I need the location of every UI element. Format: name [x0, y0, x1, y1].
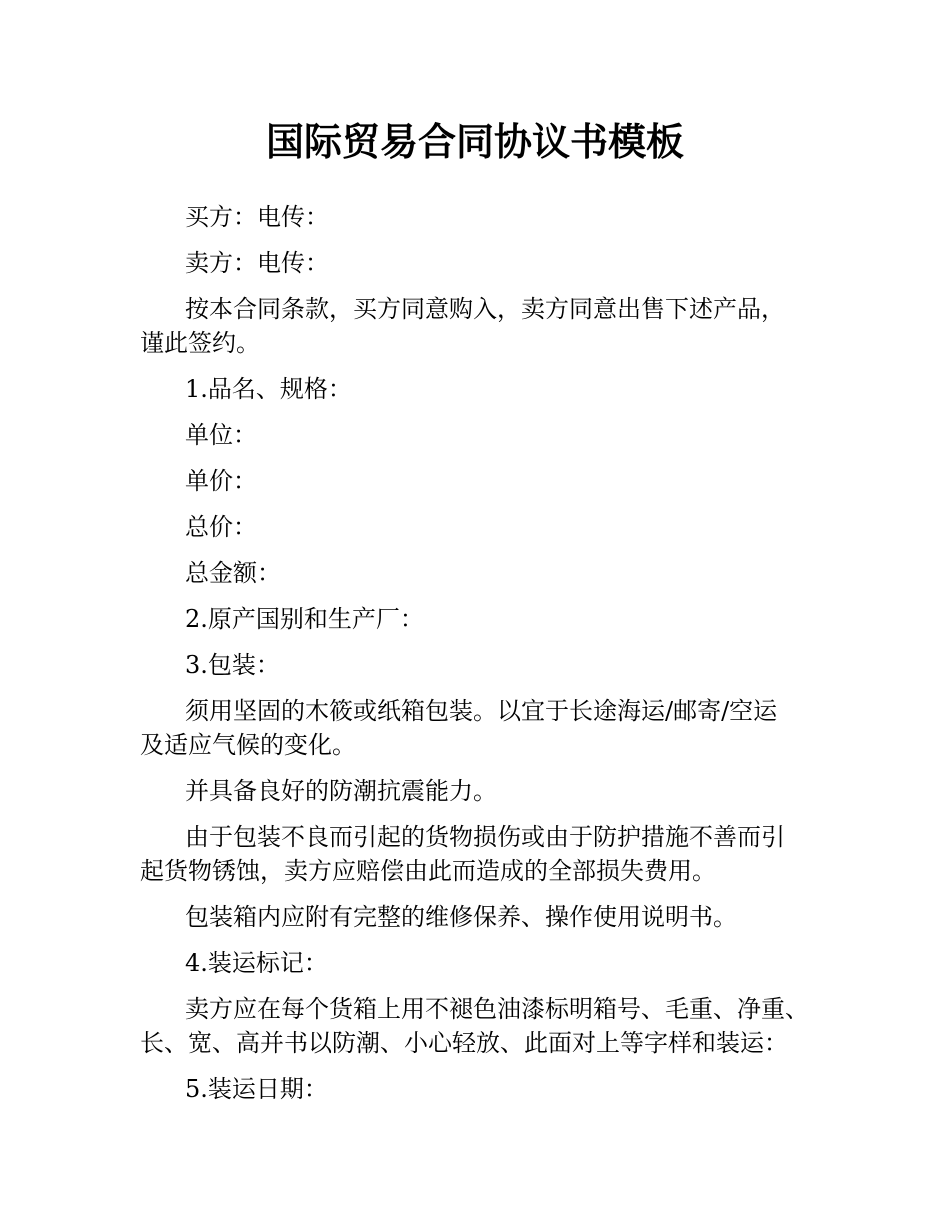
paragraph-seller: [140, 246, 820, 280]
paragraph-line: 买方：电传：: [185, 203, 329, 231]
paragraph-line: 4.装运标记：: [185, 949, 328, 977]
paragraph-buyer: [140, 200, 820, 234]
paragraph-line: 单位：: [185, 421, 257, 449]
paragraph-intro: [140, 292, 820, 360]
paragraph-line: 3.包装：: [185, 651, 280, 679]
paragraph-line: 卖方应在每个货箱上用不褪色油漆标明箱号、毛重、净重、: [185, 995, 809, 1023]
paragraph-line: 须用坚固的木筱或纸箱包装。以宜于长途海运/邮寄/空运: [185, 697, 778, 725]
paragraph-line: 卖方：电传：: [185, 249, 329, 277]
paragraph-manual: [140, 900, 820, 934]
paragraph-line: 总价：: [185, 513, 257, 541]
paragraph-shipping-marks: [140, 946, 820, 980]
paragraph-line: 总金额：: [185, 559, 281, 587]
paragraph-line: 并具备良好的防潮抗震能力。: [185, 777, 497, 805]
paragraph-packing: [140, 648, 820, 682]
paragraph-moisture: [140, 774, 820, 808]
paragraph-total-price: [140, 510, 820, 544]
document-body: [140, 200, 820, 1118]
paragraph-product-spec: [140, 372, 820, 406]
paragraph-line: 按本合同条款，买方同意购入，卖方同意出售下述产品，: [185, 295, 785, 323]
paragraph-packing-detail: [140, 694, 820, 762]
paragraph-line: 长、宽、高并书以防潮、小心轻放、此面对上等字样和装运：: [140, 1029, 788, 1057]
paragraph-line: 谨此签约。: [140, 329, 260, 357]
paragraph-total-amount: [140, 556, 820, 590]
paragraph-unit: [140, 418, 820, 452]
paragraph-line: 及适应气候的变化。: [140, 731, 356, 759]
paragraph-line: 1.品名、规格：: [185, 375, 352, 403]
paragraph-origin: [140, 602, 820, 636]
paragraph-line: 单价：: [185, 467, 257, 495]
paragraph-line: 起货物锈蚀，卖方应赔偿由此而造成的全部损失费用。: [140, 857, 716, 885]
paragraph-shipping-date: [140, 1072, 820, 1106]
paragraph-line: 5.装运日期：: [185, 1075, 328, 1103]
paragraph-line: 2.原产国别和生产厂：: [185, 605, 424, 633]
paragraph-line: 由于包装不良而引起的货物损伤或由于防护措施不善而引: [185, 823, 785, 851]
paragraph-unit-price: [140, 464, 820, 498]
document-title: 国际贸易合同协议书模板: [265, 120, 684, 164]
paragraph-marks-detail: [140, 992, 820, 1060]
paragraph-damage-liability: [140, 820, 820, 888]
paragraph-line: 包装箱内应附有完整的维修保养、操作使用说明书。: [185, 903, 737, 931]
